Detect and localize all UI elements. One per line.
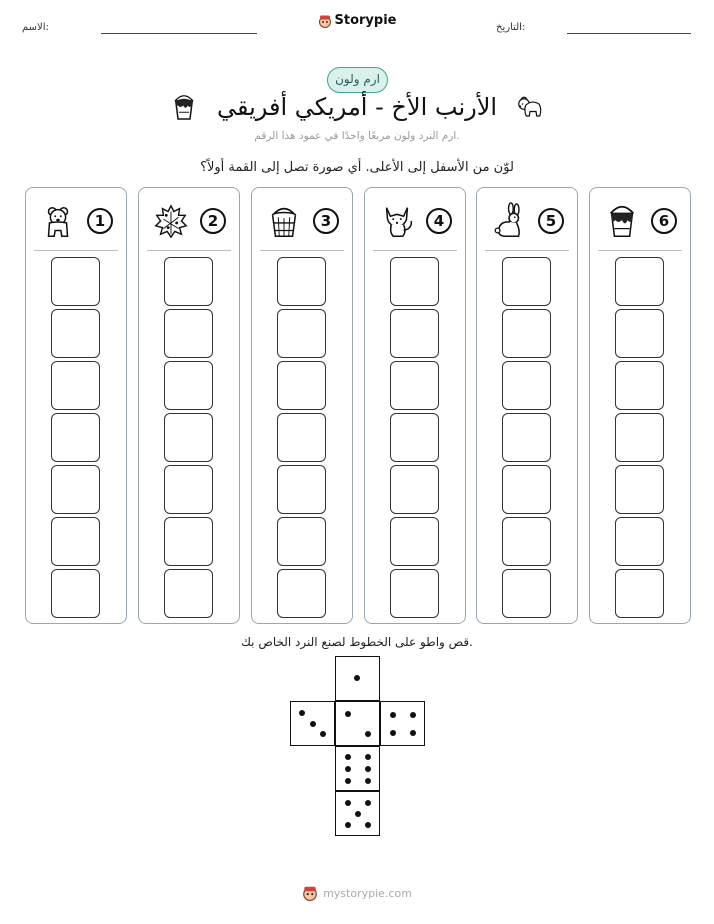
color-box[interactable] xyxy=(164,569,213,618)
color-box[interactable] xyxy=(390,517,439,566)
brand-logo xyxy=(0,13,714,32)
color-box[interactable] xyxy=(390,309,439,358)
die-pip xyxy=(365,766,371,772)
color-box[interactable] xyxy=(277,361,326,410)
color-box[interactable] xyxy=(615,413,664,462)
color-box[interactable] xyxy=(277,413,326,462)
page-title: الأرنب الأخ - أمريكي أفريقي xyxy=(216,93,498,121)
die-pip xyxy=(365,754,371,760)
color-box[interactable] xyxy=(390,413,439,462)
die-face-1 xyxy=(335,656,380,701)
color-box[interactable] xyxy=(277,309,326,358)
color-box[interactable] xyxy=(615,257,664,306)
die-pip xyxy=(345,822,351,828)
die-pip xyxy=(365,778,371,784)
die-pip xyxy=(355,811,361,817)
name-label: الاسم: xyxy=(22,22,49,33)
die-pip xyxy=(345,778,351,784)
color-box[interactable] xyxy=(390,465,439,514)
color-box[interactable] xyxy=(502,361,551,410)
column-divider xyxy=(485,250,569,251)
footer xyxy=(0,885,714,904)
footer-url[interactable]: mystorypie.com xyxy=(323,886,412,900)
color-box[interactable] xyxy=(164,517,213,566)
color-box[interactable] xyxy=(164,309,213,358)
color-box[interactable] xyxy=(502,413,551,462)
die-face-5 xyxy=(335,791,380,836)
color-box[interactable] xyxy=(164,361,213,410)
color-box[interactable] xyxy=(615,569,664,618)
column-divider xyxy=(147,250,231,251)
color-box[interactable] xyxy=(51,309,100,358)
storypie-mascot-icon xyxy=(302,885,318,901)
column-number: 3 xyxy=(313,208,339,234)
color-box[interactable] xyxy=(390,257,439,306)
color-box[interactable] xyxy=(277,257,326,306)
race-column-6 xyxy=(589,187,691,624)
color-box[interactable] xyxy=(51,413,100,462)
color-box[interactable] xyxy=(615,517,664,566)
date-line[interactable] xyxy=(567,33,691,34)
color-box[interactable] xyxy=(615,309,664,358)
color-box[interactable] xyxy=(502,257,551,306)
color-box[interactable] xyxy=(277,517,326,566)
die-pip xyxy=(410,712,416,718)
tar-bucket-icon xyxy=(169,92,199,122)
die-face-4 xyxy=(380,701,425,746)
column-divider xyxy=(260,250,344,251)
die-pip xyxy=(345,711,351,717)
column-number: 1 xyxy=(87,208,113,234)
brand-name: Storypie xyxy=(334,13,397,28)
die-face-6 xyxy=(335,746,380,791)
cut-instruction: قص واطو على الخطوط لصنع النرد الخاص بك. xyxy=(241,635,473,649)
color-box[interactable] xyxy=(51,361,100,410)
column-number: 6 xyxy=(651,208,677,234)
name-line[interactable] xyxy=(101,33,257,34)
fox-icon xyxy=(378,202,416,240)
column-number: 4 xyxy=(426,208,452,234)
die-pip xyxy=(345,766,351,772)
die-pip xyxy=(345,800,351,806)
color-box[interactable] xyxy=(502,569,551,618)
date-label: التاريخ: xyxy=(496,22,526,33)
color-box[interactable] xyxy=(615,465,664,514)
bucket-icon xyxy=(265,202,303,240)
race-column-4 xyxy=(364,187,466,624)
die-pip xyxy=(410,730,416,736)
die-pip xyxy=(310,721,316,727)
column-number: 2 xyxy=(200,208,226,234)
die-pip xyxy=(320,731,326,737)
bush-icon xyxy=(152,202,190,240)
tar-bucket-icon xyxy=(603,202,641,240)
rabbit-icon xyxy=(490,202,528,240)
column-divider xyxy=(34,250,118,251)
color-box[interactable] xyxy=(51,257,100,306)
die-face-center xyxy=(335,701,380,746)
bear-icon xyxy=(39,202,77,240)
race-column-3 xyxy=(251,187,353,624)
die-pip xyxy=(354,675,360,681)
color-box[interactable] xyxy=(164,465,213,514)
bear-icon xyxy=(515,92,545,122)
die-pip xyxy=(345,754,351,760)
color-box[interactable] xyxy=(502,465,551,514)
race-column-2 xyxy=(138,187,240,624)
die-pip xyxy=(365,731,371,737)
column-number: 5 xyxy=(538,208,564,234)
color-box[interactable] xyxy=(277,465,326,514)
color-box[interactable] xyxy=(51,517,100,566)
color-box[interactable] xyxy=(390,569,439,618)
die-pip xyxy=(299,710,305,716)
page-title-row xyxy=(0,92,714,128)
column-divider xyxy=(598,250,682,251)
activity-badge: ارم ولون xyxy=(327,67,388,93)
color-box[interactable] xyxy=(51,465,100,514)
die-pip xyxy=(365,800,371,806)
instruction-text: لوّن من الأسفل إلى الأعلى. أي صورة تصل إلى القمة أولاً؟ xyxy=(200,160,514,175)
storypie-mascot-icon xyxy=(318,14,332,28)
column-divider xyxy=(373,250,457,251)
die-pip xyxy=(365,822,371,828)
color-box[interactable] xyxy=(51,569,100,618)
die-face-2 xyxy=(290,701,335,746)
color-box[interactable] xyxy=(615,361,664,410)
color-box[interactable] xyxy=(164,257,213,306)
color-box[interactable] xyxy=(502,517,551,566)
die-pip xyxy=(390,712,396,718)
race-column-1 xyxy=(25,187,127,624)
color-box[interactable] xyxy=(390,361,439,410)
page-subtitle: ارم النرد ولون مربعًا واحدًا في عمود هذا الرقم. xyxy=(254,130,460,142)
color-box[interactable] xyxy=(277,569,326,618)
color-box[interactable] xyxy=(502,309,551,358)
race-column-5 xyxy=(476,187,578,624)
color-box[interactable] xyxy=(164,413,213,462)
die-pip xyxy=(390,730,396,736)
